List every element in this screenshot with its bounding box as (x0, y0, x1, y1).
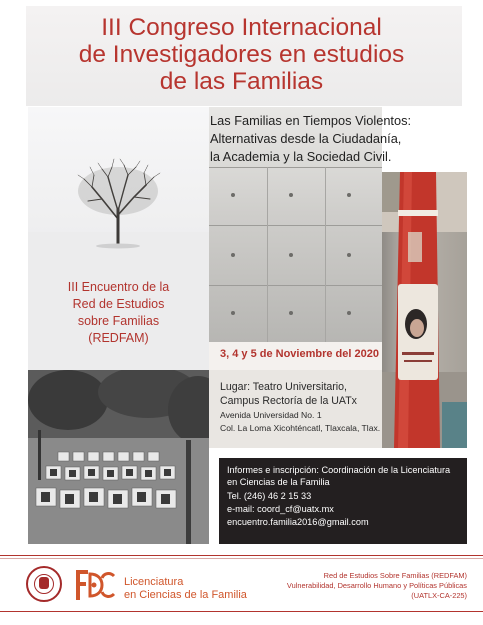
encuentro-line-2: Red de Estudios (72, 297, 165, 311)
encuentro-line-4: (REDFAM) (88, 331, 149, 345)
redfam-line-3: (UATLX-CA-225) (411, 591, 467, 600)
uatx-seal-icon (26, 566, 62, 602)
program-name-line-2: en Ciencias de la Familia (124, 589, 247, 601)
title-line-1: III Congreso Internacional (101, 14, 382, 41)
title-line-2: de Investigadores en estudios (78, 41, 405, 68)
footer-divider-top (0, 555, 483, 556)
encuentro-line-3: sobre Familias (77, 314, 160, 328)
venue-line-3: Avenida Universidad No. 1 (220, 410, 322, 420)
subtitle-line-3: la Academia y la Sociedad Civil. (210, 149, 392, 164)
contact-phone: Tel. (246) 46 2 15 33 (227, 491, 312, 501)
fcf-logo-icon (72, 566, 116, 604)
venue-line-1: Lugar: Teatro Universitario, (220, 381, 347, 393)
contact-line-2: en Ciencias de la Familia (227, 477, 330, 487)
contact-line-1: Informes e inscripción: Coordinación de la Licenciatura (227, 465, 451, 475)
memorial-chairs-photo (28, 370, 209, 544)
venue-line-4: Col. La Loma Xicohténcatl, Tlaxcala, Tlax. (220, 423, 381, 433)
subtitle-line-2: Alternativas desde la Ciudadanía, (210, 131, 402, 146)
redfam-line-1: Red de Estudios Sobre Familias (REDFAM) (323, 571, 467, 580)
footer-divider-bottom (0, 611, 483, 612)
encuentro-line-1: III Encuentro de la (67, 280, 170, 294)
footer-divider-thin (0, 558, 483, 559)
tree-photo (28, 107, 209, 370)
venue-line-2: Campus Rectoría de la UATx (220, 395, 357, 407)
event-date: 3, 4 y 5 de Noviembre del 2020 (220, 348, 379, 360)
contact-email-2[interactable]: encuentro.familia2016@gmail.com (227, 517, 369, 527)
title-line-3: de las Familias (159, 68, 324, 95)
program-name-line-1: Licenciatura (124, 576, 184, 588)
memorial-image (28, 370, 209, 544)
pole-image (382, 172, 467, 448)
subtitle-line-1: Las Familias en Tiempos Violentos: (210, 113, 412, 128)
red-pole-photo (382, 172, 467, 448)
redfam-line-2: Vulnerabilidad, Desarrollo Humano y Políticas Públicas (286, 581, 467, 590)
contact-email-1[interactable]: e-mail: coord_cf@uatx.mx (227, 504, 334, 514)
